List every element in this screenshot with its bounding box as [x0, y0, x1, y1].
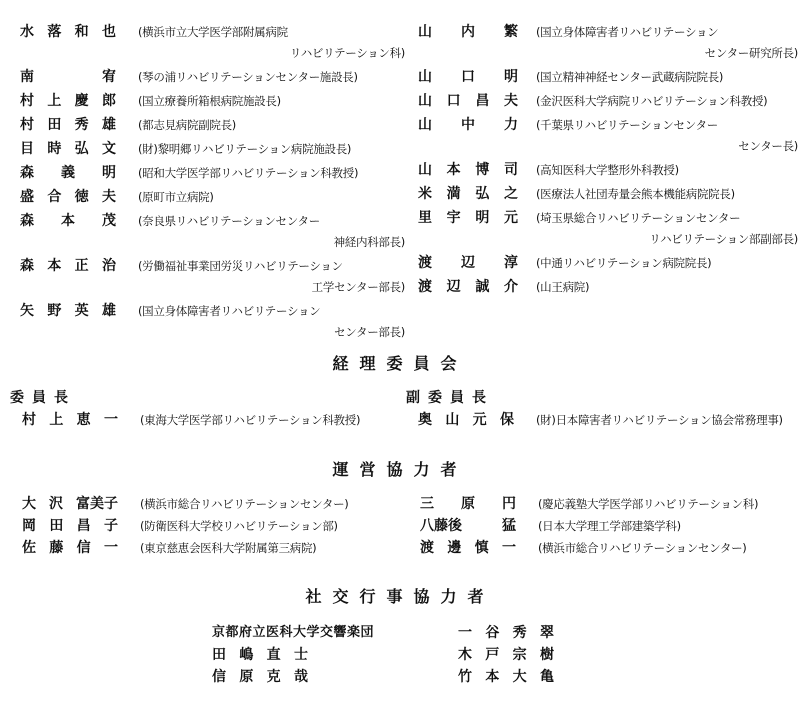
person-name [420, 494, 516, 515]
name-char: 茂 [102, 213, 116, 229]
name-char: 一 [103, 412, 118, 428]
person-name [418, 91, 518, 112]
name-char: 直 [266, 647, 281, 663]
person-name [20, 91, 116, 112]
name-char: 山 [418, 117, 432, 133]
name-char: 昌 [76, 518, 91, 534]
name-char: 本 [47, 258, 62, 274]
member-affiliation [536, 208, 798, 250]
social-column-right [458, 622, 578, 688]
member-entry [20, 163, 405, 184]
name-char: 昌 [475, 93, 490, 109]
member-entry [20, 115, 405, 136]
member-affiliation [536, 184, 798, 205]
person-name [212, 644, 308, 666]
affiliation-line: (横浜市立大学医学部附属病院 [138, 25, 288, 39]
member-affiliation [138, 115, 405, 136]
operations-column-left [22, 494, 402, 560]
name-char: 博 [475, 162, 490, 178]
name-char: 邊 [447, 540, 462, 556]
member-affiliation [138, 211, 405, 253]
affiliation-line: (琴の浦リハビリテーションセンター施設長) [138, 70, 358, 84]
chair-label: 委員長 [10, 390, 76, 406]
name-char: 夫 [101, 189, 116, 205]
name-char: 原 [239, 669, 254, 685]
name-char: 里 [418, 210, 432, 226]
person-name [20, 22, 116, 43]
name-char: 保 [499, 412, 514, 428]
name-char: 辺 [461, 255, 475, 271]
name-char: 猛 [502, 518, 516, 534]
operations-entry [22, 516, 402, 537]
name-char: 誠 [475, 279, 490, 295]
affiliation-line: (国立療養所箱根病院施設長) [138, 94, 281, 108]
name-char: 一 [458, 625, 472, 641]
person-name [420, 516, 516, 537]
name-char: 岡 [22, 518, 36, 534]
name-char: 渡 [420, 540, 434, 556]
name-char: 慶 [74, 93, 89, 109]
name-char: 司 [503, 162, 518, 178]
name-char: 沢 [49, 496, 63, 512]
member-affiliation [536, 277, 798, 298]
member-affiliation [138, 256, 405, 298]
member-affiliation: (東海大学医学部リハビリテーション科教授) [140, 413, 361, 427]
member-affiliation [536, 115, 798, 157]
person-name [22, 538, 118, 559]
person-name [22, 494, 118, 515]
affiliation-line: リハビリテーション科) [289, 46, 405, 60]
member-affiliation [536, 160, 798, 181]
name-char: 八藤後 [420, 518, 462, 534]
member-affiliation [138, 22, 405, 64]
name-char: 正 [74, 258, 89, 274]
affiliation-line: (労働福祉事業団労災リハビリテーション [138, 259, 343, 273]
affiliation-line: (国立精神神経センター武蔵病院院長) [536, 70, 724, 84]
member-entry [418, 253, 798, 274]
name-char: 南 [20, 69, 34, 85]
name-char: 辺 [446, 279, 461, 295]
name-char: 秀 [74, 117, 89, 133]
name-char: 信 [76, 540, 91, 556]
person-name [418, 277, 518, 298]
affiliation-line: (都志見病院副院長) [138, 118, 236, 132]
name-char: 子 [103, 518, 118, 534]
name-char: 大 [22, 496, 36, 512]
committee-column-left [20, 22, 405, 346]
affiliation-line: (国立身体障害者リハビリテーション [138, 304, 321, 318]
name-char: 谷 [485, 625, 500, 641]
member-affiliation: (横浜市総合リハビリテーションセンター) [140, 497, 349, 511]
name-char: 矢 [20, 303, 34, 319]
name-char: 満 [446, 186, 461, 202]
name-char: 山 [418, 24, 432, 40]
finance-chair-entry [22, 410, 402, 432]
name-char: 水 [20, 24, 34, 40]
person-name [418, 410, 514, 431]
person-name [418, 67, 518, 88]
member-affiliation [536, 22, 798, 64]
name-char: 治 [101, 258, 116, 274]
name-char: 哉 [293, 669, 308, 685]
orchestra-name: 京都府立医科大学交響楽団 [212, 625, 375, 640]
name-char: 本 [446, 162, 461, 178]
name-char: 村 [20, 117, 34, 133]
name-char: 文 [101, 141, 116, 157]
member-entry [20, 187, 405, 208]
name-char: 慎 [474, 540, 489, 556]
person-name [20, 67, 116, 88]
person-name [418, 115, 518, 136]
name-char: 時 [47, 141, 62, 157]
member-entry [418, 22, 798, 64]
operations-entry [22, 494, 402, 515]
affiliation-line: (奈良県リハビリテーションセンター [138, 214, 320, 228]
name-char: 内 [461, 24, 475, 40]
member-affiliation: (財)日本障害者リハビリテーション協会常務理事) [536, 413, 783, 427]
name-char: 嶋 [239, 647, 254, 663]
social-events-title: 社交行事協力者 [305, 587, 495, 606]
name-char: 村 [22, 412, 36, 428]
member-entry [20, 91, 405, 112]
operations-entry [420, 494, 798, 515]
affiliation-line: (財)黎明郷リハビリテーション病院施設長) [138, 142, 352, 156]
affiliation-line: センター研究所長) [704, 46, 798, 60]
member-entry [418, 91, 798, 112]
name-char: 野 [47, 303, 62, 319]
person-name [418, 184, 518, 205]
person-name [458, 622, 554, 644]
name-char: 和 [74, 24, 89, 40]
name-char: 渡 [418, 255, 432, 271]
person-name [20, 256, 116, 277]
member-entry [20, 139, 405, 160]
name-char: 山 [445, 412, 460, 428]
member-affiliation: (東京慈恵会医科大学附属第三病院) [140, 541, 317, 555]
person-name [212, 666, 308, 688]
affiliation-line: (千葉県リハビリテーションセンター [536, 118, 718, 132]
member-affiliation [138, 67, 405, 88]
name-char: 郎 [101, 93, 116, 109]
name-char: 士 [293, 647, 308, 663]
name-char: 明 [102, 165, 116, 181]
name-char: 一 [103, 540, 118, 556]
name-char: 山 [418, 93, 432, 109]
name-char: 明 [475, 210, 490, 226]
member-entry [418, 208, 798, 250]
name-char: 弘 [74, 141, 89, 157]
person-name [418, 253, 518, 274]
member-affiliation [536, 253, 798, 274]
member-affiliation: (横浜市総合リハビリテーションセンター) [538, 541, 747, 555]
affiliation-line: 神経内科部長) [333, 235, 405, 249]
name-char: 亀 [539, 669, 554, 685]
member-affiliation: (日本大学理工学部建築学科) [538, 519, 681, 533]
name-char: 本 [485, 669, 500, 685]
affiliation-line: (医療法人社団寿量会熊本機能病院院長) [536, 187, 735, 201]
name-char: 也 [101, 24, 116, 40]
name-char: 英 [74, 303, 89, 319]
person-name [22, 410, 118, 431]
name-char: 翠 [539, 625, 554, 641]
name-char: 富美子 [76, 496, 118, 512]
member-entry [20, 256, 405, 298]
member-entry [418, 115, 798, 157]
name-char: 目 [20, 141, 34, 157]
person-name [418, 160, 518, 181]
vice-chair-label: 副委員長 [406, 390, 494, 406]
name-char: 戸 [485, 647, 500, 663]
name-char: 元 [503, 210, 518, 226]
name-char: 木 [458, 647, 472, 663]
member-entry [20, 301, 405, 343]
name-char: 円 [502, 496, 516, 512]
name-char: 中 [461, 117, 475, 133]
name-char: 森 [20, 258, 34, 274]
member-entry [418, 184, 798, 205]
name-char: 三 [420, 496, 434, 512]
name-char: 佐 [22, 540, 36, 556]
member-entry [20, 22, 405, 64]
operations-column-right [420, 494, 798, 560]
name-char: 大 [512, 669, 527, 685]
name-char: 原 [461, 496, 475, 512]
name-char: 田 [49, 518, 64, 534]
name-char: 力 [504, 117, 518, 133]
name-char: 藤 [49, 540, 64, 556]
name-char: 口 [461, 69, 475, 85]
name-char: 宥 [102, 69, 116, 85]
name-char: 宗 [512, 647, 527, 663]
name-char: 介 [503, 279, 518, 295]
person-name [20, 139, 116, 160]
name-char: 田 [47, 117, 62, 133]
name-char: 義 [61, 165, 75, 181]
affiliation-line: (高知医科大学整形外科教授) [536, 163, 679, 177]
affiliation-line: センター部長) [334, 325, 405, 339]
member-entry [418, 67, 798, 88]
affiliation-line: (山王病院) [536, 280, 590, 294]
affiliation-line: (国立身体障害者リハビリテーション [536, 25, 719, 39]
affiliation-line: 工学センター部長) [311, 280, 405, 294]
affiliation-line: リハビリテーション部副部長) [649, 232, 798, 246]
affiliation-line: (昭和大学医学部リハビリテーション科教授) [138, 166, 359, 180]
name-char: 森 [20, 213, 34, 229]
name-char: 合 [47, 189, 62, 205]
name-char: 徳 [74, 189, 89, 205]
name-char: 淳 [504, 255, 518, 271]
name-char: 樹 [539, 647, 554, 663]
operations-entry [420, 516, 798, 537]
name-char: 竹 [458, 669, 472, 685]
name-char: 之 [503, 186, 518, 202]
person-name [458, 644, 554, 666]
name-char: 信 [212, 669, 226, 685]
member-entry [20, 67, 405, 88]
name-char: 落 [47, 24, 62, 40]
person-name [420, 538, 516, 559]
affiliation-line: (中通リハビリテーション病院院長) [536, 256, 712, 270]
member-entry [418, 160, 798, 181]
finance-committee-title: 経理委員会 [332, 354, 468, 373]
member-affiliation [536, 91, 798, 112]
name-char: 山 [418, 162, 432, 178]
member-affiliation [138, 301, 405, 343]
operations-entry [22, 538, 402, 559]
name-char: 田 [212, 647, 226, 663]
member-affiliation [138, 139, 405, 160]
member-affiliation: (慶応義塾大学医学部リハビリテーション科) [538, 497, 759, 511]
name-char: 秀 [512, 625, 527, 641]
name-char: 元 [472, 412, 487, 428]
member-affiliation [536, 67, 798, 88]
name-char: 上 [47, 93, 62, 109]
person-name [20, 187, 116, 208]
name-char: 山 [418, 69, 432, 85]
committee-column-right [418, 22, 798, 301]
name-char: 一 [501, 540, 516, 556]
member-entry [20, 211, 405, 253]
name-char: 上 [49, 412, 64, 428]
affiliation-line: (原町市立病院) [138, 190, 214, 204]
member-affiliation [138, 91, 405, 112]
member-affiliation: (防衛医科大学校リハビリテーション部) [140, 519, 338, 533]
affiliation-line: センター長) [738, 139, 798, 153]
name-char: 宇 [446, 210, 461, 226]
person-name [20, 211, 116, 232]
name-char: 奥 [418, 412, 432, 428]
name-char: 克 [266, 669, 281, 685]
name-char: 盛 [20, 189, 34, 205]
name-char: 雄 [101, 303, 116, 319]
person-name [22, 516, 118, 537]
name-char: 村 [20, 93, 34, 109]
affiliation-line: (埼玉県総合リハビリテーションセンター [536, 211, 741, 225]
name-char: 弘 [475, 186, 490, 202]
name-char: 繁 [504, 24, 518, 40]
name-char: 明 [504, 69, 518, 85]
person-name [20, 163, 116, 184]
finance-vice-chair-entry [418, 410, 798, 432]
person-name [20, 115, 116, 136]
name-char: 渡 [418, 279, 432, 295]
name-char: 恵 [76, 412, 91, 428]
affiliation-line: (金沢医科大学病院リハビリテーション科教授) [536, 94, 768, 108]
social-column-left [212, 622, 412, 688]
name-char: 森 [20, 165, 34, 181]
member-affiliation [138, 187, 405, 208]
name-char: 夫 [503, 93, 518, 109]
name-char: 本 [61, 213, 75, 229]
person-name [458, 666, 554, 688]
member-entry [418, 277, 798, 298]
operations-title: 運営協力者 [332, 460, 468, 479]
person-name [20, 301, 116, 322]
member-affiliation [138, 163, 405, 184]
name-char: 口 [446, 93, 461, 109]
person-name [418, 208, 518, 229]
name-char: 米 [418, 186, 432, 202]
operations-entry [420, 538, 798, 559]
name-char: 雄 [101, 117, 116, 133]
person-name [418, 22, 518, 43]
